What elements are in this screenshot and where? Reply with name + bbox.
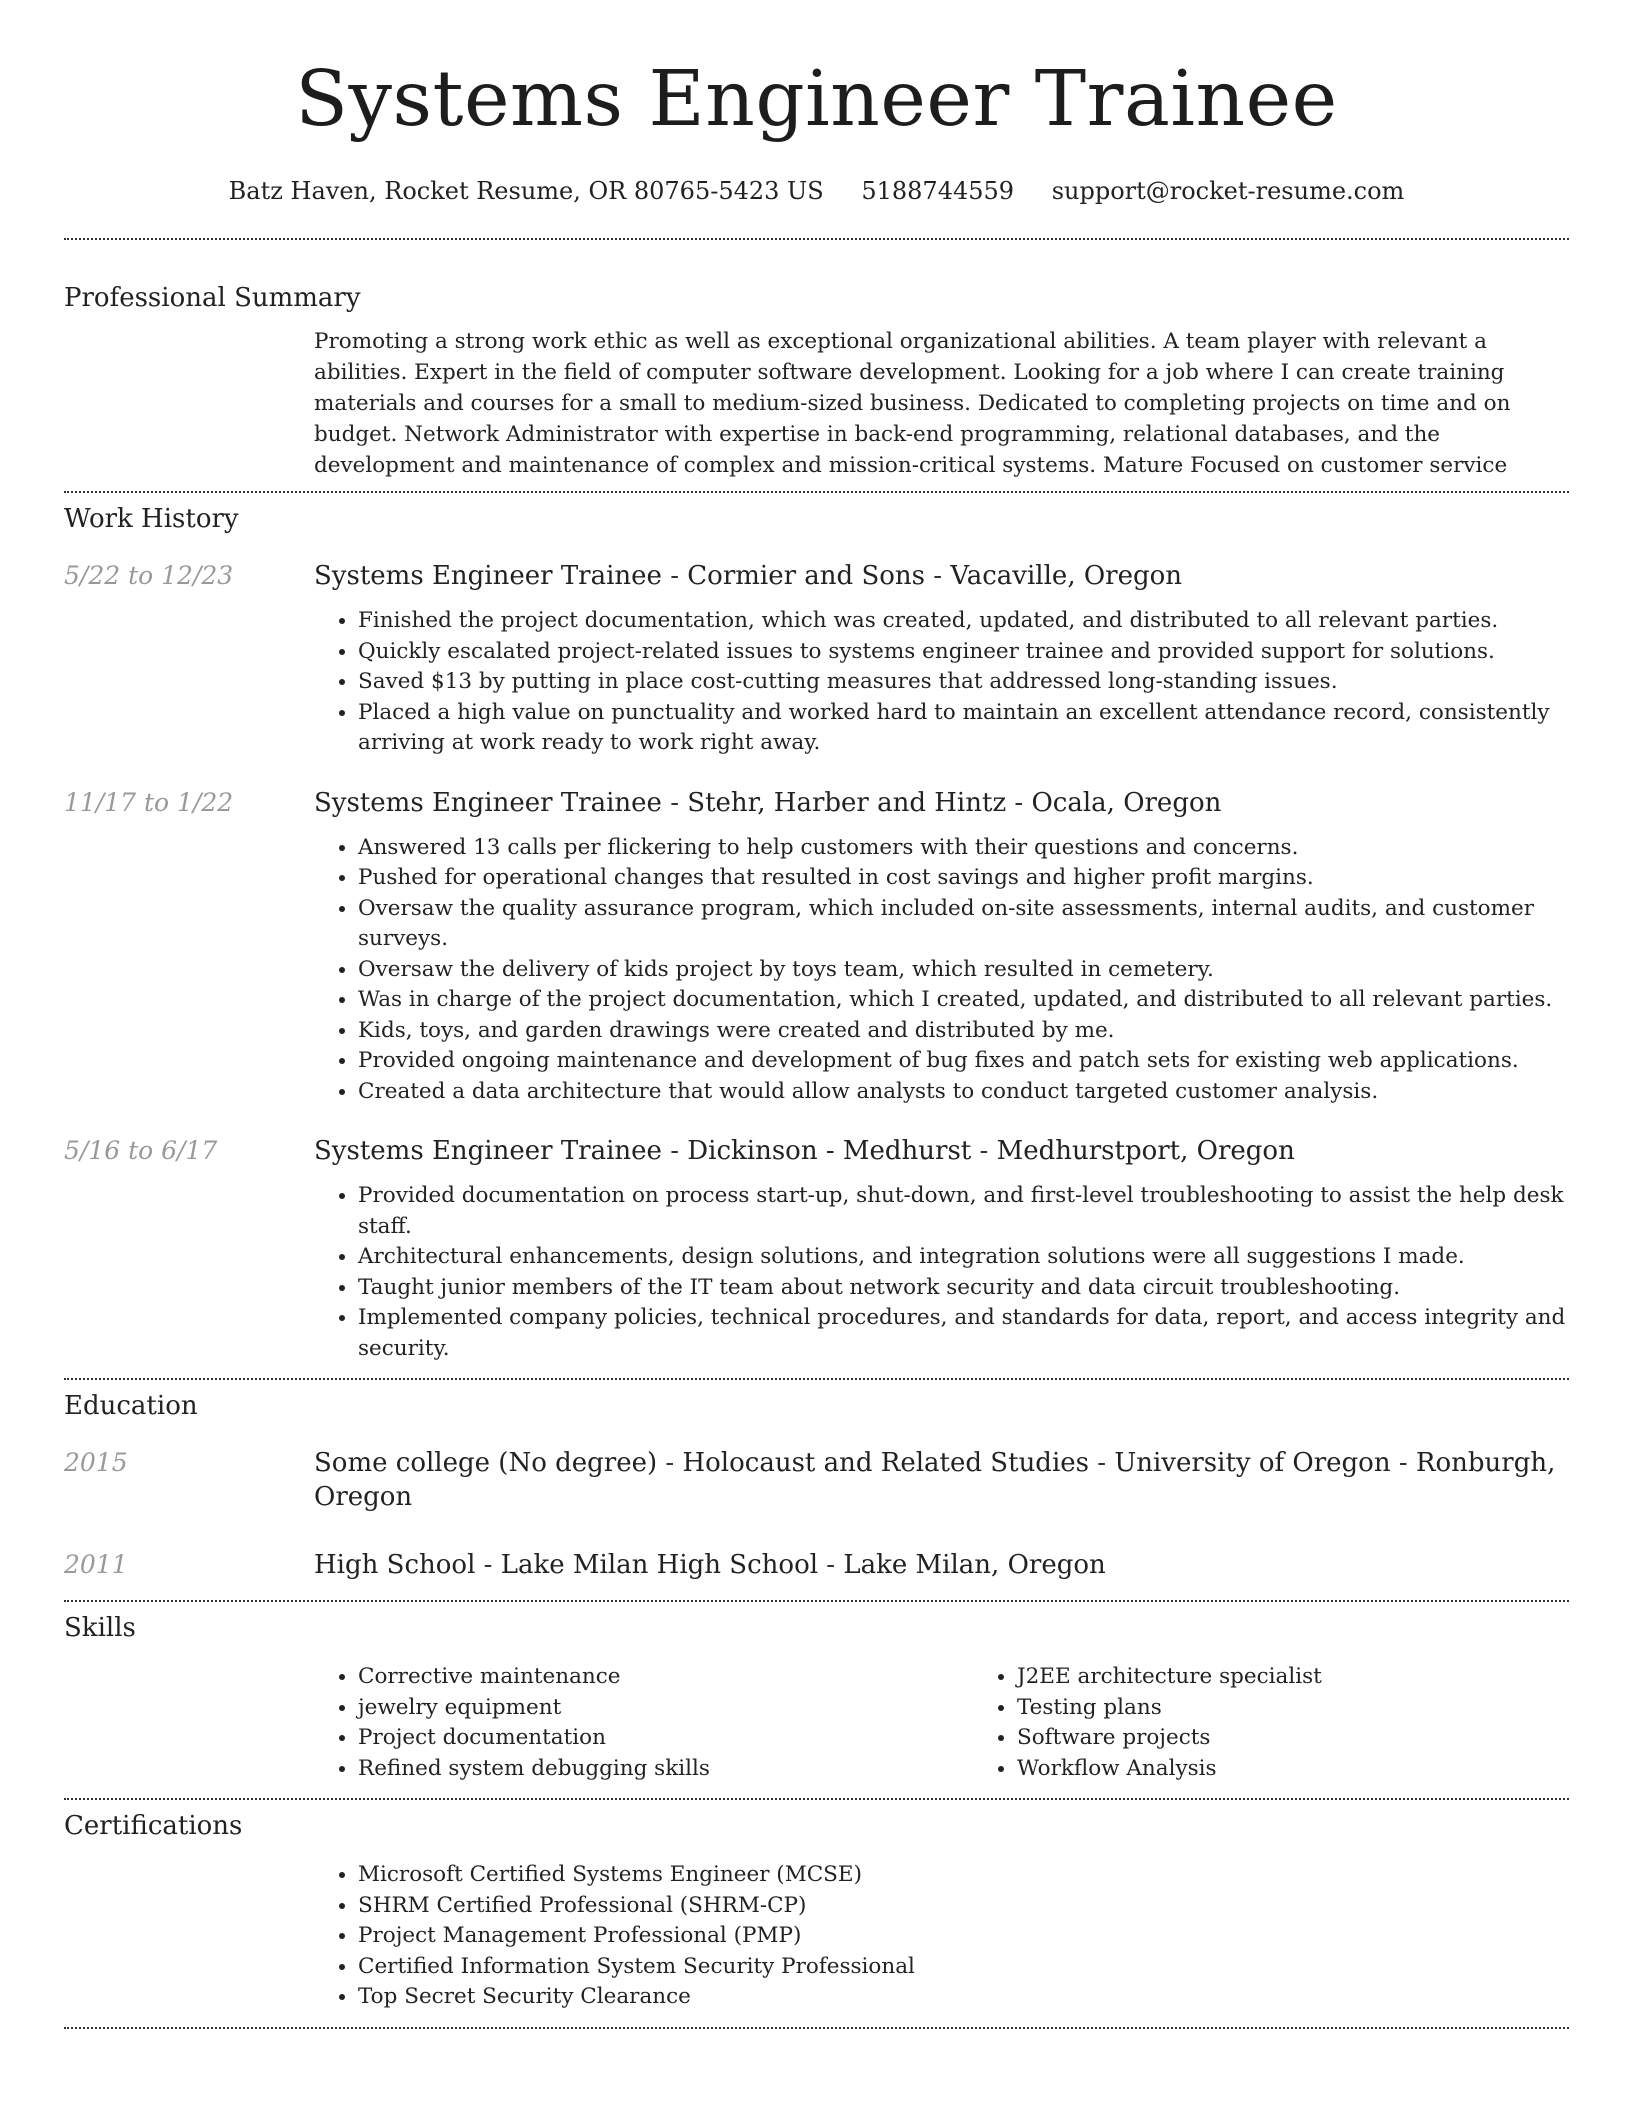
education-location: Lake Milan, Oregon [843, 1550, 1106, 1580]
job-heading: Systems Engineer Trainee - Stehr, Harber and Hintz - Ocala, Oregon [314, 787, 1222, 818]
job-dates: 5/22 to 12/23 [64, 561, 234, 590]
list-item: • Architectural enhancements, design solutions, and integration solutions were all suggestions I made. [358, 1242, 1569, 1273]
list-item: • Oversaw the delivery of kids project by toys team, which resulted in cemetery. [358, 955, 1569, 986]
certifications-list [314, 1860, 1569, 2013]
contact-email: support@rocket-resume.com [1051, 177, 1405, 205]
section-title-education: Education [64, 1391, 198, 1421]
list-item: • Corrective maintenance [358, 1662, 973, 1693]
job-position: Systems Engineer Trainee [314, 1136, 662, 1166]
list-item: • Provided ongoing maintenance and development of bug fixes and patch sets for existing web applications. [358, 1046, 1569, 1077]
list-item: • Was in charge of the project documentation, which I created, updated, and distributed to all relevant parties. [358, 985, 1569, 1016]
list-item: • jewelry equipment [358, 1693, 973, 1724]
section-title-work: Work History [64, 504, 239, 534]
resume-name: Systems Engineer Trainee [295, 55, 1338, 144]
list-item: • Pushed for operational changes that resulted in cost savings and higher profit margins. [358, 863, 1569, 894]
list-item: • Microsoft Certified Systems Engineer (MCSE) [358, 1860, 1569, 1891]
job-dates: 5/16 to 6/17 [64, 1136, 218, 1165]
list-item: • Answered 13 calls per flickering to help customers with their questions and concerns. [358, 833, 1569, 864]
list-item: • Quickly escalated project-related issues to systems engineer trainee and provided support for solutions. [358, 637, 1569, 668]
contact-line [64, 174, 1569, 208]
list-item: • SHRM Certified Professional (SHRM-CP) [358, 1891, 1569, 1922]
list-item: • Taught junior members of the IT team about network security and data circuit troubleshooting. [358, 1273, 1569, 1304]
education-school: Lake Milan High School [500, 1550, 819, 1580]
job-company: Stehr, Harber and Hintz [687, 787, 1007, 818]
list-item: • Created a data architecture that would allow analysts to conduct targeted customer analysis. [358, 1077, 1569, 1108]
job-company: Cormier and Sons [687, 561, 926, 591]
education-school: University of Oregon [1114, 1448, 1391, 1478]
list-item: • Software projects [1017, 1723, 1632, 1754]
job-bullets [314, 606, 1569, 759]
divider [64, 1600, 1569, 1602]
list-item: • Testing plans [1017, 1693, 1632, 1724]
job-company: Dickinson - Medhurst [687, 1136, 972, 1166]
job-position: Systems Engineer Trainee [314, 561, 662, 591]
job-bullets [314, 1181, 1569, 1364]
education-heading: High School - Lake Milan High School - Lake Milan, Oregon [314, 1550, 1106, 1580]
divider [64, 1378, 1569, 1380]
divider [64, 491, 1569, 493]
job-location: Vacaville, Oregon [950, 561, 1183, 591]
education-degree: High School [314, 1550, 476, 1580]
education-entry [64, 1446, 1569, 1514]
list-item: • Saved $13 by putting in place cost-cutting measures that addressed long-standing issues. [358, 667, 1569, 698]
section-title-skills: Skills [64, 1613, 136, 1643]
education-field: Holocaust and Related Studies [682, 1448, 1089, 1478]
summary-text: Promoting a strong work ethic as well as exceptional organizational abilities. A team player with relevant a abilities. Expert in the field of computer software development. Looking for a job where I can create training materials and courses for a small to medium-sized business. Dedicated to completing projects on time and on budget. Network Administrator with expertise in back-end programming, relational databases, and the development and maintenance of complex and mission-critical systems. Mature Focused on customer service [314, 329, 1511, 478]
list-item: • Project documentation [358, 1723, 973, 1754]
skills-section [64, 1612, 1569, 1784]
education-degree: Some college (No degree) [314, 1448, 658, 1478]
divider [64, 1798, 1569, 1800]
list-item: • Top Secret Security Clearance [358, 1982, 1569, 2013]
skills-list-right [973, 1662, 1632, 1784]
job-entry [64, 1134, 1569, 1364]
divider [64, 238, 1569, 240]
education-year: 2015 [64, 1448, 128, 1477]
job-heading: Systems Engineer Trainee - Dickinson - Medhurst - Medhurstport, Oregon [314, 1136, 1295, 1166]
list-item: • Provided documentation on process start-up, shut-down, and first-level troubleshooting to assist the help desk staff. [358, 1181, 1569, 1242]
list-item: • Oversaw the quality assurance program, which included on-site assessments, internal audits, and customer surveys. [358, 894, 1569, 955]
list-item: • Workflow Analysis [1017, 1754, 1632, 1785]
list-item: • Certified Information System Security Professional [358, 1952, 1569, 1983]
job-heading: Systems Engineer Trainee - Cormier and Sons - Vacaville, Oregon [314, 561, 1183, 591]
list-item: • Implemented company policies, technical procedures, and standards for data, report, and access integrity and security. [358, 1303, 1569, 1364]
list-item: • Kids, toys, and garden drawings were created and distributed by me. [358, 1016, 1569, 1047]
divider [64, 2027, 1569, 2029]
certifications-section [64, 1810, 1569, 2013]
job-location: Medhurstport, Oregon [996, 1136, 1295, 1166]
education-location: Ronburgh, Oregon [314, 1448, 1556, 1512]
summary-section [64, 282, 1569, 481]
section-title-certifications: Certifications [64, 1811, 243, 1841]
education-year: 2011 [64, 1550, 128, 1579]
section-title-summary: Professional Summary [64, 283, 361, 313]
job-dates: 11/17 to 1/22 [64, 787, 234, 817]
list-item: • Finished the project documentation, which was created, updated, and distributed to all relevant parties. [358, 606, 1569, 637]
list-item: • Refined system debugging skills [358, 1754, 973, 1785]
resume-page [64, 0, 1569, 2029]
education-heading: Some college (No degree) - Holocaust and Related Studies - University of Oregon - Ronburgh, Oregon [314, 1448, 1556, 1512]
list-item: • J2EE architecture specialist [1017, 1662, 1632, 1693]
contact-phone: 5188744559 [861, 177, 1015, 205]
work-section [64, 503, 1569, 1364]
skills-list-left [314, 1662, 973, 1784]
education-entry [64, 1548, 1569, 1582]
contact-address: Batz Haven, Rocket Resume, OR 80765-5423 US [228, 177, 824, 205]
education-section [64, 1390, 1569, 1582]
job-location: Ocala, Oregon [1031, 787, 1222, 818]
job-bullets [314, 833, 1569, 1108]
job-position: Systems Engineer Trainee [314, 787, 662, 818]
job-entry [64, 559, 1569, 759]
job-entry [64, 786, 1569, 1108]
list-item: • Project Management Professional (PMP) [358, 1921, 1569, 1952]
list-item: • Placed a high value on punctuality and worked hard to maintain an excellent attendance record, consistently arriving at work ready to work right away. [358, 698, 1569, 759]
